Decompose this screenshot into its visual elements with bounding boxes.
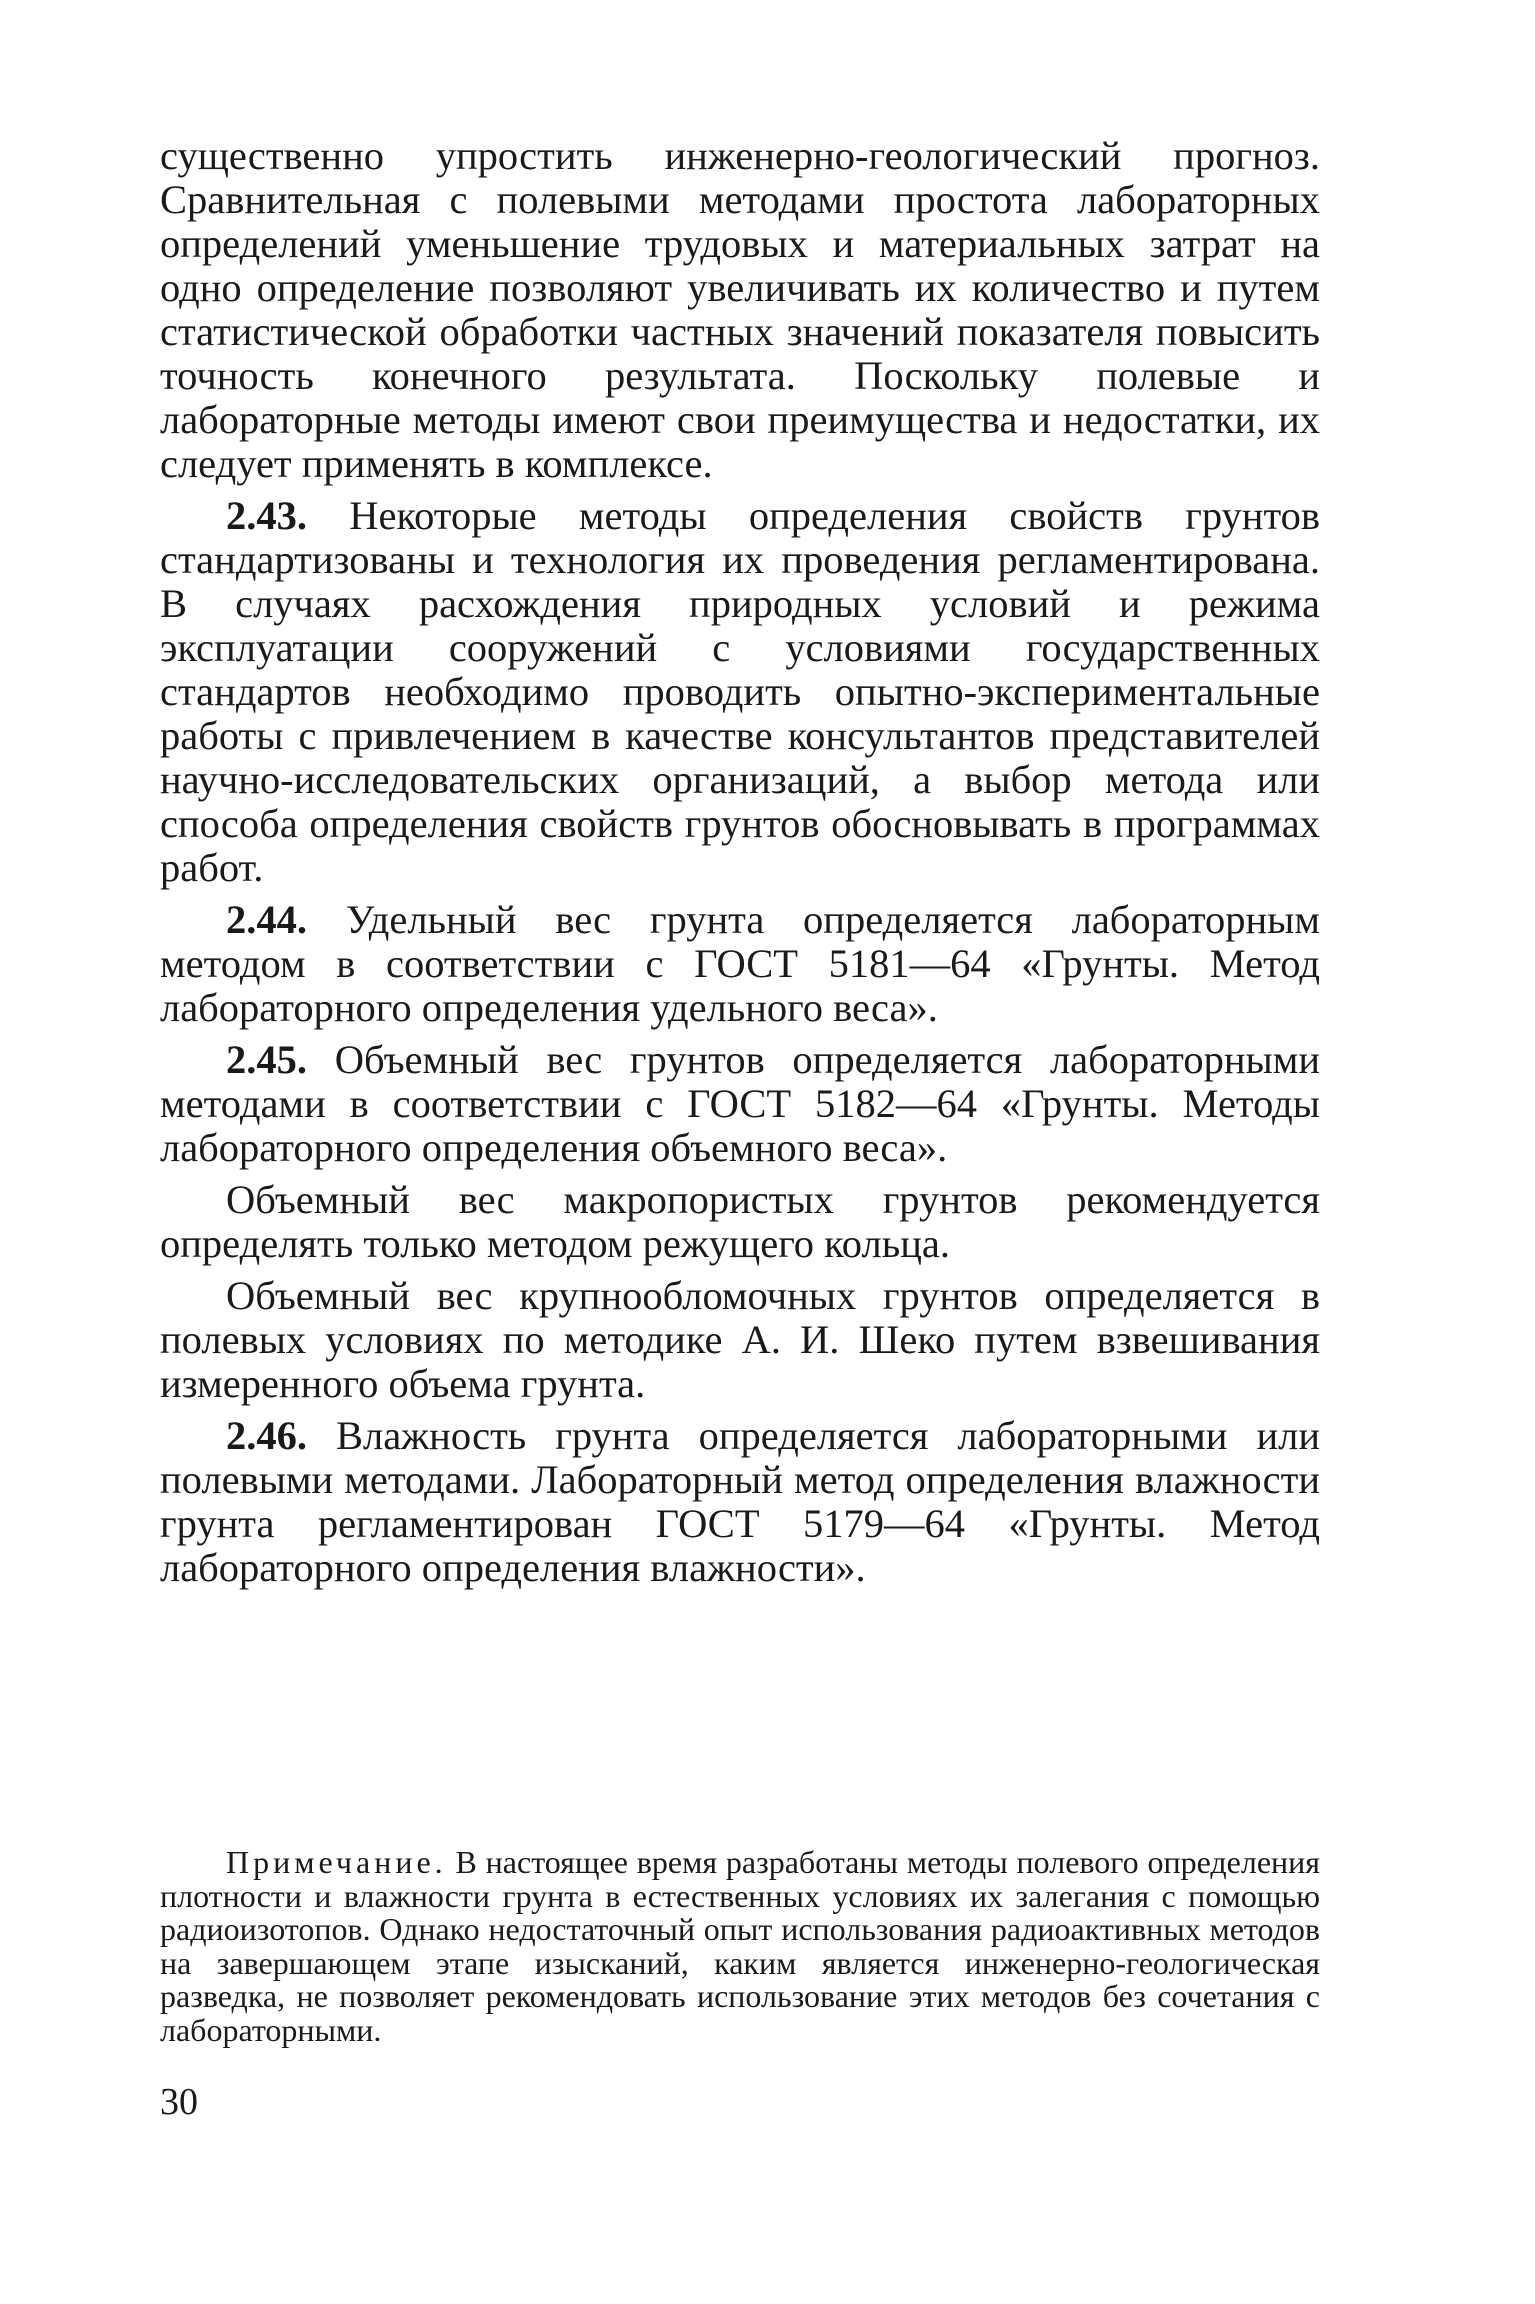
footnote [160,1846,1320,2047]
paragraph-2-43 [160,494,1320,890]
paragraph-continuation [160,134,1320,486]
note-label: Примечание. [226,1844,447,1880]
paragraph-text: Объемный вес крупнообломочных грунтов определяется в полевых условиях по методике А. И. Шеко путем взвешивания измеренного объема грунта. [160,1273,1320,1406]
paragraph-text: Влажность грунта определяется лабораторными или полевыми методами. Лабораторный метод определения влажности грунта регламентирован ГОСТ 5179—64 «Грунты. Метод лабораторного определения влажности». [160,1413,1321,1590]
paragraph-2-45 [160,1038,1320,1170]
paragraph-coarse-clastic [160,1274,1320,1406]
paragraph-2-44 [160,898,1320,1030]
paragraph-number: 2.45. [226,1037,307,1082]
paragraph-number: 2.44. [226,897,307,942]
paragraph-number: 2.46. [226,1413,307,1458]
main-text [160,134,1320,1598]
page-number: 30 [160,2081,198,2123]
paragraph-text: Объемный вес макропористых грунтов рекомендуется определять только методом режущего кольца. [160,1177,1320,1266]
paragraph-text: существенно упростить инженерно-геологический прогноз. Сравнительная с полевыми методами простота лабораторных определений уменьшение трудовых и материальных затрат на одно определение позволяют увеличивать их количество и путем статистической обработки частных значений показателя повысить точность конечного результата. Поскольку полевые и лабораторные методы имеют свои преимущества и недостатки, их следует применять в комплексе. [160,133,1320,486]
paragraph-macroporous [160,1178,1320,1266]
paragraph-2-46 [160,1414,1320,1590]
paragraph-number: 2.43. [226,493,307,538]
paragraph-text: Объемный вес грунтов определяется лабораторными методами в соответствии с ГОСТ 5182—64 «Грунты. Методы лабораторного определения объемного веса». [160,1037,1321,1170]
note-text: В настоящее время разработаны методы полевого определения плотности и влажности грунта в естественных условиях их залегания с помощью радиоизотопов. Однако недостаточный опыт использования радиоактивных методов на завершающем этапе изысканий, каким является инженерно-геологическая разведка, не позволяет рекомендовать использование этих методов без сочетания с лабораторными. [160,1844,1321,2048]
paragraph-text: Удельный вес грунта определяется лабораторным методом в соответствии с ГОСТ 5181—64 «Грунты. Метод лабораторного определения удельного веса». [160,897,1321,1030]
paragraph-text: Некоторые методы определения свойств грунтов стандартизованы и технология их проведения регламентирована. В случаях расхождения природных условий и режима эксплуатации сооружений с условиями государственных стандартов необходимо проводить опытно-экспериментальные работы с привлечением в качестве консультантов представителей научно-исследовательских организаций, а выбор метода или способа определения свойств грунтов обосновывать в программах работ. [160,493,1320,890]
